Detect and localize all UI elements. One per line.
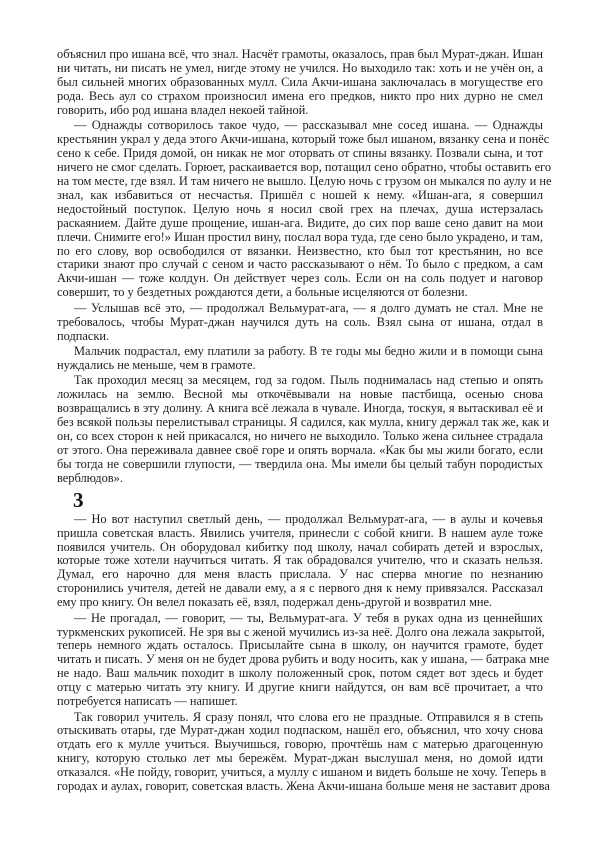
- text-line: сено к себе. Придя домой, он никак не мог оторвать от спины вязанку. Позвали сына, и тот: [57, 145, 543, 160]
- text-line: Акчи-ишан — тоже колдун. Он действует через соль. Если он на соль подует и наговор: [57, 271, 543, 286]
- text-line: на том месте, где взял. И там ничего не вышло. Целую ночь с грузом он мыкался по аулу и не: [57, 173, 552, 188]
- text-line: — Однажды сотворилось такое чудо, — рассказывал мне сосед ишана. — Однажды: [74, 118, 543, 133]
- text-line: без всякой пользы перелистывал страницы. Я садился, как мулла, книгу держал так же, как и: [57, 414, 550, 429]
- text-line: Так говорил учитель. Я сразу понял, что слова его не праздные. Отправился я в степь: [74, 709, 543, 724]
- text-line: требовалось, чтобы Мурат-джан научился дуть на соль. Взял сына от ишана, отдал в: [57, 314, 543, 329]
- text-line: не надо. Ваш мальчик походит в школу положенный срок, потом сядет вот здесь и будет: [57, 666, 543, 681]
- text-line: раскаянием. Дайте душе прощение, ишан-ага. Видите, до сих пор ваше сено давит на мои: [57, 215, 543, 230]
- text-line: старики знают про случай с сеном и часто рассказывают о нём. То было с предком, а сам: [57, 257, 543, 272]
- paragraph: [57, 48, 543, 118]
- text-line: появился учитель. Он оборудовал кибитку под школу, начал собирать детей и взрослых,: [57, 539, 543, 554]
- text-line: ложилась на землю. Весной мы откочёвывали на новые пастбища, осенью снова: [57, 387, 543, 402]
- text-line: городах и аулах, говорит, советская власть. Жена Акчи-ишана больше меня не заставит дрова: [57, 779, 550, 794]
- text-line: подпаски.: [57, 328, 110, 343]
- text-line: он, со всех сторон к ней прикасался, но ничего не выходило. Только жена сильнее страдала: [57, 428, 543, 443]
- text-line: Мальчик подрастал, ему платили за работу. В те годы мы бедно жили и в помощи сына: [74, 343, 543, 358]
- text-line: — Не прогадал, — говорит, — ты, Вельмурат-ага. У тебя в руках одна из ценнейших: [74, 610, 543, 625]
- text-line: рода. Весь аул со страхом произносил имена его предков, никто про них дурно не смел: [57, 88, 543, 103]
- text-line: отцу с матерью читать эту книгу. И другие книги найдутся, он вам всё прочитает, а что: [57, 680, 543, 695]
- text-line: отыскивать отары, где Мурат-джан ходил подпаском, нашёл его, объяснил, что хочу снова: [57, 723, 543, 738]
- text-line: по его слову, вор освободился от вязанки. Неизвестно, кто был тот крестьянин, но все: [57, 243, 543, 258]
- document-page: [57, 47, 552, 796]
- text-line: совершит, то у бездетных рождаются дети, а больные исцеляются от болезни.: [57, 285, 468, 300]
- text-line: объяснил про ишана всё, что знал. Насчёт грамоты, оказалось, прав был Мурат-джан. Ишан: [57, 47, 544, 61]
- paragraph: [57, 302, 543, 344]
- paragraph: [57, 709, 550, 795]
- text-line: ему про книгу. Он велел показать её, взял, подержал день-другой и возвратил мне.: [57, 595, 493, 610]
- text-line: Думал, его нарочно для меня власть прислала. У нас сперва многие по незнанию: [57, 567, 543, 582]
- text-line: ни читать, ни писать не умел, нигде этому не учился. Но выходило так: хоть и не учён он, а: [57, 60, 543, 75]
- text-line: отказался. «Не пойду, говорит, учиться, а муллу с ишаном и видеть больше не хочу. Теперь в: [57, 765, 547, 780]
- text-line: — Но вот наступил светлый день, — продолжал Вельмурат-ага, — в аулы и кочевья: [74, 511, 543, 526]
- paragraph: [57, 513, 543, 611]
- text-line: плечи. Снимите его!» Ишан простил вину, послал вора туда, где сено было украдено, и там,: [57, 229, 543, 244]
- paragraph: [57, 118, 552, 300]
- paragraph: [57, 373, 550, 486]
- text-line: недостойный поступок. Целую ночь я носил свой грех на плечах, душа истерзалась: [57, 201, 543, 216]
- paragraph: [57, 345, 543, 373]
- text-line: был сильней многих образованных мулл. Сила Акчи-ишана заключалась в могуществе его: [57, 74, 543, 89]
- text-after-section: [57, 511, 550, 795]
- text-line: теперь немного ждать осталось. Присылайте сына в школу, он научится грамоте, будет: [57, 638, 543, 653]
- text-line: возвращались в эту долину. А книга всё лежала в чувале. Иногда, тоскуя, я вытаскивал её и: [57, 401, 543, 415]
- text-line: — Услышав всё это, — продолжал Вельмурат-ага, — я долго думать не стал. Мне не: [74, 300, 543, 315]
- text-line: ничего не смог сделать. Горюет, раскаивается вор, потащил сено обратно, чтобы оставить его: [57, 159, 552, 174]
- text-line: сторонились учителя, детей не давали ему, а я с первого дня к нему привязался. Рассказал: [57, 581, 543, 596]
- text-line: которые тоже хотели научиться читать. Я так обрадовался учителю, что и сказать нельзя.: [57, 553, 543, 568]
- text-line: от этого. Она переживала давнее своё горе и опять ворчала. «Как бы мы жили богато, если: [57, 442, 543, 457]
- text-line: говорить, ибо род ишана владел некоей тайной.: [57, 102, 309, 117]
- text-line: читать и писать. У меня он не будет дрова рубить и воду носить, как у ишана, — батрака мне: [57, 652, 550, 667]
- text-line: отдать его к мулле учиться. Выучишься, говорю, прочтёшь нам с матерью драгоценную: [57, 737, 543, 752]
- section-heading: 3: [73, 487, 84, 512]
- paragraph: [57, 610, 550, 710]
- text-line: верблюдов».: [57, 470, 123, 485]
- text-line: книгу, которую столько лет мы бережём. Мурат-джан выслушал меня, но домой идти: [57, 751, 543, 766]
- text-line: Так проходил месяц за месяцем, год за годом. Пыль поднималась над степью и опять: [74, 373, 543, 388]
- text-before-section: [57, 47, 552, 486]
- text-line: крестьянин украл у деда этого Акчи-ишана, который тоже был ишаном, вязанку сена и понёс: [57, 132, 550, 147]
- text-line: нуждались не меньше, чем в грамоте.: [57, 357, 256, 372]
- text-line: пришла советская власть. Явились учителя, принесли с собой книги. В нашем ауле тоже: [57, 525, 543, 540]
- text-line: туркменских рукописей. Не зря вы с женой мучились из-за неё. Долго она лежала закрытой,: [57, 624, 545, 639]
- text-line: знал, как избавиться от несчастья. Пришёл с ношей к нему. «Ишан-ага, я совершил: [57, 187, 543, 202]
- text-line: бы тогда не совершили глупости, — твердила она. Мы имели бы целый табун породистых: [57, 456, 543, 471]
- text-line: потребуется написать — напишет.: [57, 694, 238, 709]
